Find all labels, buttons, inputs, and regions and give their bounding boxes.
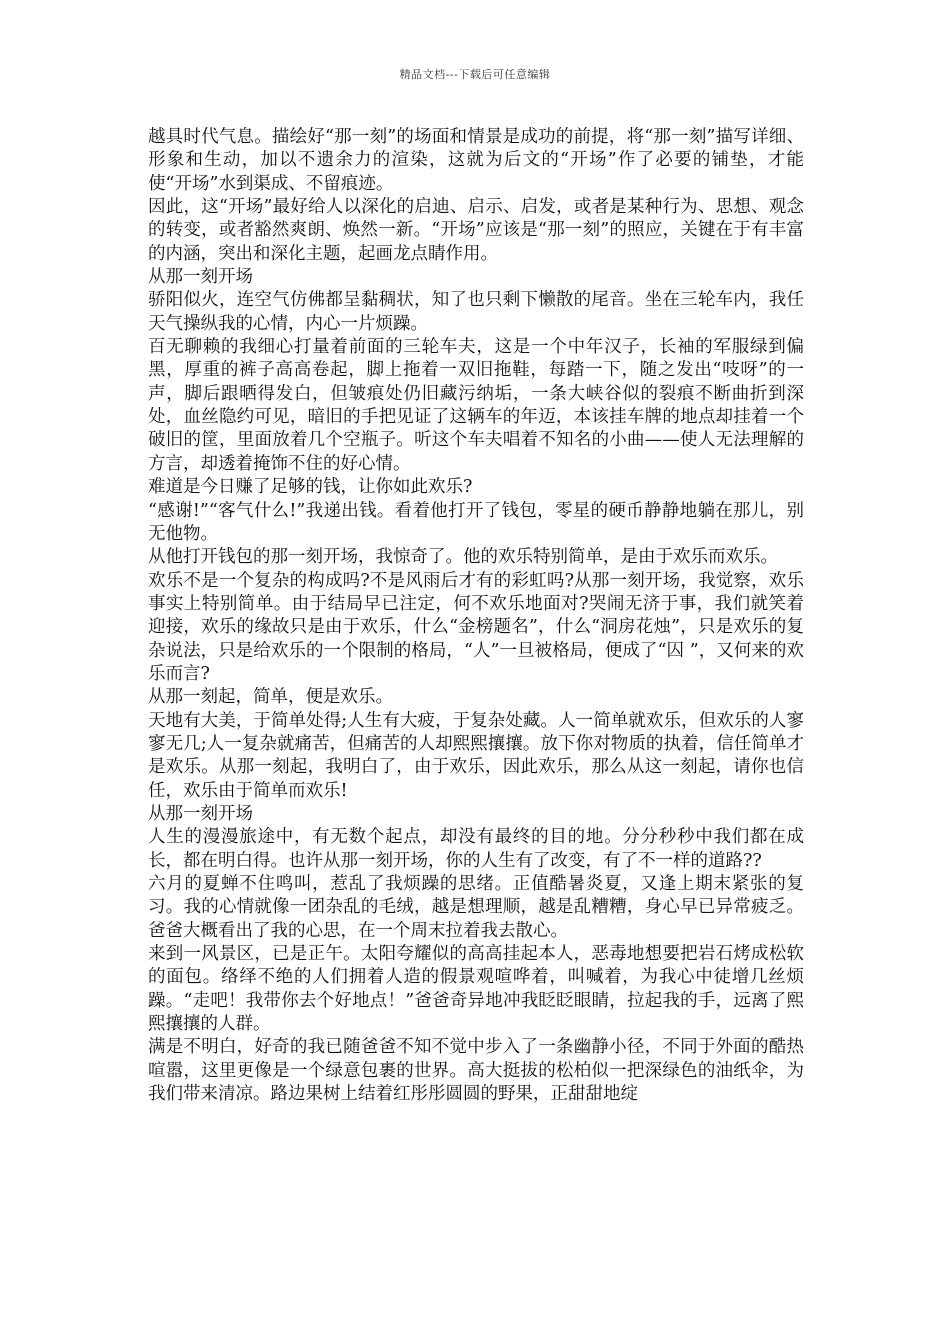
document-body — [148, 126, 804, 1106]
paragraph: 因此，这“开场”最好给人以深化的启迪、启示、启发，或者是某种行为、思想、观念的转变，或者豁然爽朗、焕然一新。“开场”应该是“那一刻”的照应，关键在于有丰富的内涵，突出和深化主题，起画龙点睛作用。 — [148, 197, 804, 264]
paragraph: 天地有大美，于简单处得;人生有大疲，于复杂处藏。人一简单就欢乐，但欢乐的人寥寥无几;人一复杂就痛苦，但痛苦的人却熙熙攘攘。放下你对物质的执着，信任简单才是欢乐。从那一刻起，我明白了，由于欢乐，因此欢乐，那么从这一刻起，请你也信任，欢乐由于简单而欢乐! — [148, 710, 804, 801]
paragraph: 欢乐不是一个复杂的构成吗?不是风雨后才有的彩虹吗?从那一刻开场，我觉察，欢乐事实上特别简单。由于结局早已注定，何不欢乐地面对?哭闹无济于事，我们就笑着迎接，欢乐的缘故只是由于欢乐，什么“金榜题名”，什么“洞房花烛”，只是欢乐的复杂说法，只是给欢乐的一个限制的格局，“人”一旦被格局，便成了“囚 ”，又何来的欢乐而言? — [148, 570, 804, 684]
paragraph: 越具时代气息。描绘好“那一刻”的场面和情景是成功的前提，将“那一刻”描写详细、形象和生动，加以不遗余力的渲染，这就为后文的“开场”作了必要的铺垫，才能使“开场”水到渠成、不留痕迹。 — [148, 127, 804, 194]
paragraph: 骄阳似火，连空气仿佛都呈黏稠状，知了也只剩下懒散的尾音。坐在三轮车内，我任天气操纵我的心情，内心一片烦躁。 — [148, 290, 804, 334]
paragraph: 人生的漫漫旅途中，有无数个起点，却没有最终的目的地。分分秒秒中我们都在成长，都在明白得。也许从那一刻开场，你的人生有了改变，有了不一样的道路?? — [148, 827, 804, 871]
page-header: 精品文档---下载后可任意编辑 — [399, 68, 551, 81]
paragraph: 百无聊赖的我细心打量着前面的三轮车夫，这是一个中年汉子，长袖的军服绿到偏黑，厚重的裤子高高卷起，脚上拖着一双旧拖鞋，每踏一下，随之发出“吱呀”的一声，脚后跟晒得发白，但皱痕处仍旧藏污纳垢，一条大峡谷似的裂痕不断曲折到深处，血丝隐约可见，暗旧的手把见证了这辆车的年迈，本该挂车牌的地点却挂着一个破旧的筐，里面放着几个空瓶子。听这个车夫唱着不知名的小曲——使人无法理解的方言，却透着掩饰不住的好心情。 — [148, 337, 804, 474]
paragraph: 来到一风景区，已是正午。太阳夸耀似的高高挂起本人，恶毒地想要把岩石烤成松软的面包。络绎不绝的人们拥着人造的假景观喧哗着，叫喊着，为我心中徒增几丝烦躁。“走吧！我带你去个好地点！”爸爸奇异地冲我眨眨眼睛，拉起我的手，远离了熙熙攘攘的人群。 — [148, 944, 804, 1035]
paragraph: 从他打开钱包的那一刻开场，我惊奇了。他的欢乐特别简单，是由于欢乐而欢乐。 — [148, 547, 778, 568]
paragraph: 难道是今日赚了足够的钱，让你如此欢乐? — [148, 477, 473, 498]
paragraph: 六月的夏蝉不住鸣叫，惹乱了我烦躁的思绪。正值酷暑炎夏，又逢上期末紧张的复习。我的心情就像一团杂乱的毛绒，越是想理顺，越是乱糟糟，身心早已异常疲乏。爸爸大概看出了我的心思，在一个周末拉着我去散心。 — [148, 874, 804, 941]
paragraph: “感谢!”“客气什么!”我递出钱。看着他打开了钱包，零星的硬币静静地躺在那儿，别无他物。 — [148, 500, 804, 544]
paragraph: 满是不明白，好奇的我已随爸爸不知不觉中步入了一条幽静小径，不同于外面的酷热喧嚣，这里更像是一个绿意包裹的世界。高大挺拔的松柏似一把深绿色的油纸伞，为我们带来清凉。路边果树上结着红彤彤圆圆的野果，正甜甜地绽 — [148, 1037, 804, 1105]
section-heading: 从那一刻开场 — [148, 267, 253, 288]
paragraph: 从那一刻起，简单，便是欢乐。 — [148, 687, 393, 708]
section-heading: 从那一刻开场 — [148, 803, 253, 824]
